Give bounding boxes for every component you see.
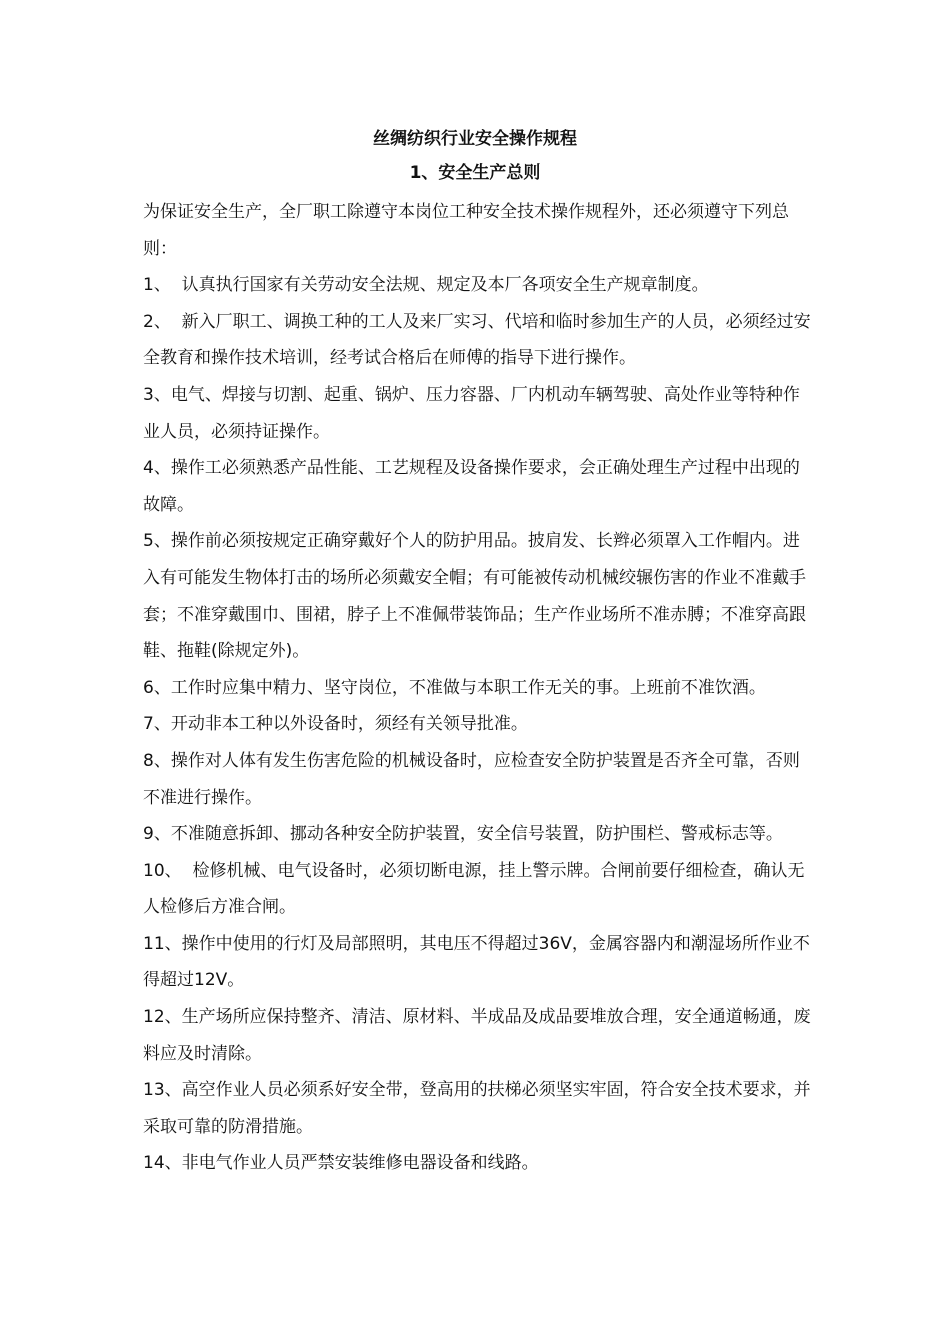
rule-item-13: 13、高空作业人员必须系好安全带，登高用的扶梯必须坚实牢固，符合安全技术要求，并采取可靠的防滑措施。 bbox=[143, 1080, 811, 1137]
rule-item-12: 12、生产场所应保持整齐、清洁、原材料、半成品及成品要堆放合理，安全通道畅通，废料应及时清除。 bbox=[143, 1007, 811, 1064]
rule-item-8: 8、操作对人体有发生伤害危险的机械设备时，应检查安全防护装置是否齐全可靠，否则不准进行操作。 bbox=[143, 750, 800, 808]
rule-item-5: 5、操作前必须按规定正确穿戴好个人的防护用品。披肩发、长辫必须罩入工作帽内。进入有可能发生物体打击的场所必须戴安全帽；有可能被传动机械绞辗伤害的作业不准戴手套；不准穿戴围巾、围裙，脖子上不准佩带装饰品；生产作业场所不准赤膊；不准穿高跟鞋、拖鞋(除规定外)。 bbox=[143, 531, 806, 662]
intro-paragraph: 为保证安全生产，全厂职工除遵守本岗位工种安全技术操作规程外，还必须遵守下列总则： bbox=[143, 202, 789, 259]
document-title: 丝绸纺织行业安全操作规程 bbox=[373, 129, 577, 149]
rule-item-7: 7、开动非本工种以外设备时，须经有关领导批准。 bbox=[143, 714, 528, 735]
rule-item-9: 9、不准随意拆卸、挪动各种安全防护装置，安全信号装置，防护围栏、警戒标志等。 bbox=[143, 824, 783, 845]
rule-item-1: 1、 认真执行国家有关劳动安全法规、规定及本厂各项安全生产规章制度。 bbox=[143, 275, 709, 296]
rule-item-11: 11、操作中使用的行灯及局部照明，其电压不得超过36V，金属容器内和潮湿场所作业不得超过12V。 bbox=[143, 933, 810, 991]
document-body bbox=[143, 194, 815, 1182]
rule-item-3: 3、电气、焊接与切割、起重、锅炉、压力容器、厂内机动车辆驾驶、高处作业等特种作业人员，必须持证操作。 bbox=[143, 384, 800, 442]
rule-item-10: 10、 检修机械、电气设备时，必须切断电源，挂上警示牌。合闸前要仔细检查，确认无人检修后方准合闸。 bbox=[143, 860, 805, 918]
rule-item-14: 14、非电气作业人员严禁安装维修电器设备和线路。 bbox=[143, 1153, 539, 1174]
rule-item-4: 4、操作工必须熟悉产品性能、工艺规程及设备操作要求，会正确处理生产过程中出现的故障。 bbox=[143, 458, 800, 515]
rule-item-6: 6、工作时应集中精力、坚守岗位，不准做与本职工作无关的事。上班前不准饮酒。 bbox=[143, 677, 766, 698]
rule-item-2: 2、 新入厂职工、调换工种的工人及来厂实习、代培和临时参加生产的人员，必须经过安全教育和操作技术培训，经考试合格后在师傅的指导下进行操作。 bbox=[143, 311, 811, 369]
section-heading: 1、安全生产总则 bbox=[409, 163, 541, 183]
